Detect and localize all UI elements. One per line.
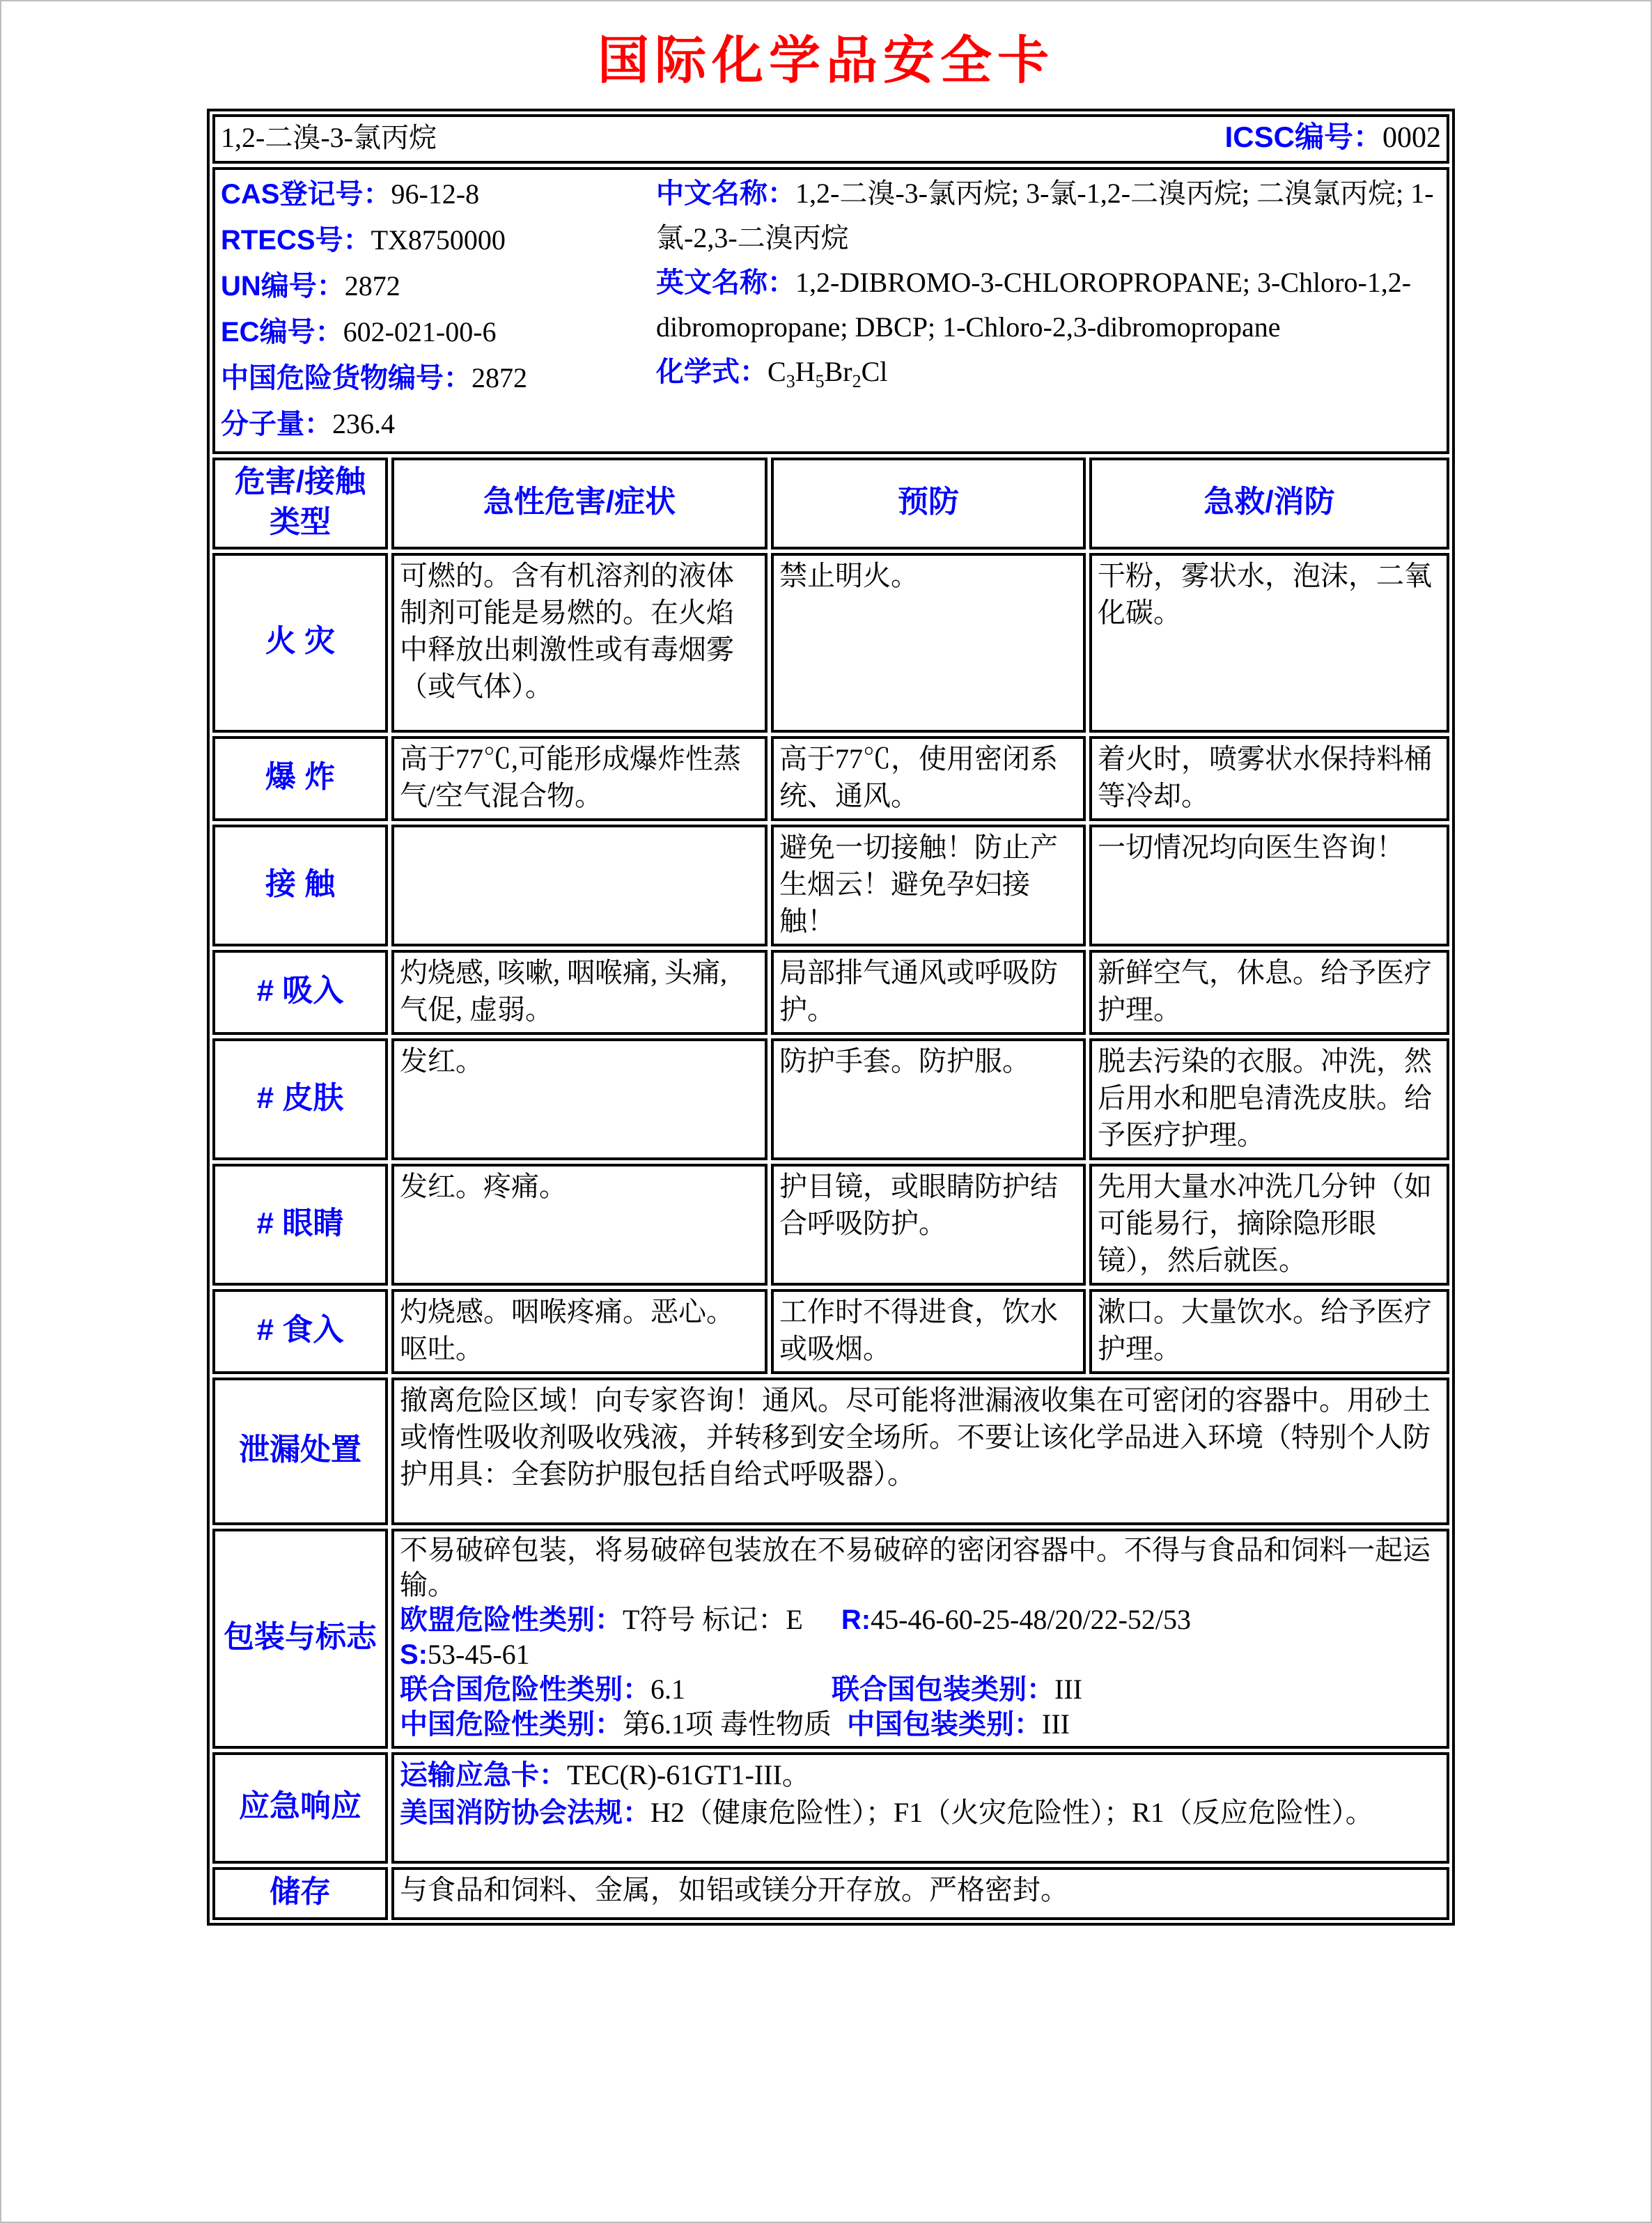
section-storage — [212, 1867, 1449, 1920]
eyes-firstaid: 先用大量水冲洗几分钟（如可能易行，摘除隐形眼镜），然后就医。 — [1089, 1164, 1449, 1286]
un-pack-label: 联合国包装类别： — [832, 1674, 1054, 1705]
emergency-content — [391, 1752, 1449, 1864]
cas-label: CAS登记号： — [221, 179, 391, 210]
ec-value: 602-021-00-6 — [343, 316, 497, 348]
name-row — [212, 114, 1449, 164]
icsc-badge — [1225, 118, 1441, 157]
packaging-un-line — [400, 1672, 1441, 1707]
cas-value: 96-12-8 — [391, 178, 480, 210]
identifier-china-dg — [221, 355, 656, 401]
emergency-tec-line — [400, 1756, 1441, 1794]
un-label: UN编号： — [221, 271, 345, 302]
icsc-label: ICSC编号： — [1224, 120, 1382, 153]
un-class-label: 联合国危险性类别： — [400, 1674, 650, 1705]
un-value: 2872 — [344, 270, 400, 302]
cn-class-label: 中国危险性类别： — [400, 1709, 623, 1740]
header-symptoms: 急性危害/症状 — [391, 458, 767, 549]
identity-cell — [212, 167, 1449, 454]
molweight-label: 分子量： — [221, 409, 332, 439]
ingestion-prevention: 工作时不得进食，饮水或吸烟。 — [771, 1289, 1086, 1374]
identifier-molweight — [221, 401, 656, 447]
identity-row — [212, 167, 1449, 454]
chinese-names — [656, 171, 1441, 260]
packaging-transport-note-text: 不易破碎包装，将易破碎包装放在不易破碎的密闭容器中。不得与食品和饲料一起运输。 — [400, 1534, 1431, 1600]
emergency-label: 应急响应 — [212, 1752, 388, 1864]
storage-label: 储存 — [212, 1867, 388, 1920]
eyes-prevention: 护目镜，或眼睛防护结合呼吸防护。 — [771, 1164, 1086, 1286]
explosion-symptoms: 高于77℃,可能形成爆炸性蒸气/空气混合物。 — [391, 736, 767, 821]
packaging-transport-note — [400, 1533, 1441, 1602]
english-names — [656, 260, 1441, 350]
explosion-label: 爆 炸 — [212, 736, 388, 821]
s-phrases-label: S: — [400, 1639, 428, 1670]
spillage-label: 泄漏处置 — [212, 1378, 388, 1525]
contact-symptoms — [391, 825, 767, 946]
tec-value: TEC(R)-61GT1-III。 — [567, 1759, 810, 1791]
explosion-prevention: 高于77℃，使用密闭系统、通风。 — [771, 736, 1086, 821]
rtecs-value: TX8750000 — [371, 224, 506, 256]
packaging-eu-line — [400, 1602, 1441, 1637]
eu-class-value: T符号 标记：E — [623, 1604, 803, 1635]
fire-firstaid: 干粉，雾状水，泡沫，二氧化碳。 — [1089, 553, 1449, 733]
formula-label: 化学式： — [656, 357, 767, 387]
hazard-header-row — [212, 458, 1449, 549]
ingestion-label: # 食入 — [212, 1289, 388, 1374]
rtecs-label: RTECS号： — [221, 225, 371, 256]
ingestion-firstaid: 漱口。大量饮水。给予医疗护理。 — [1089, 1289, 1449, 1374]
names-block — [656, 171, 1441, 447]
inhalation-prevention: 局部排气通风或呼吸防护。 — [771, 950, 1086, 1035]
header-hazard-type-line2: 类型 — [269, 505, 331, 539]
china-dg-label: 中国危险货物编号： — [221, 363, 472, 393]
fire-label: 火 灾 — [212, 553, 388, 733]
ec-label: EC编号： — [221, 317, 343, 348]
identifier-cas — [221, 171, 656, 217]
inhalation-symptoms: 灼烧感, 咳嗽, 咽喉痛, 头痛, 气促, 虚弱。 — [391, 950, 767, 1035]
inhalation-label: # 吸入 — [212, 950, 388, 1035]
header-hazard-type — [212, 458, 388, 549]
un-pack-value: III — [1054, 1674, 1082, 1705]
cn-class-value: 第6.1项 毒性物质 — [623, 1708, 832, 1740]
identifier-ec — [221, 309, 656, 355]
header-hazard-type-line1: 危害/接触 — [234, 465, 366, 499]
emergency-nfpa-line — [400, 1794, 1441, 1832]
hazard-row-explosion — [212, 736, 1449, 821]
safety-card — [207, 109, 1455, 1926]
header-prevention: 预防 — [771, 458, 1086, 549]
english-names-value: 1,2-DIBROMO-3-CHLOROPROPANE; 3-Chloro-1,2-dibromopropane; DBCP; 1-Chloro-2,3-dibromopropane — [656, 267, 1412, 343]
name-cell — [212, 114, 1449, 164]
formula-line — [656, 350, 1441, 394]
contact-label: 接 触 — [212, 825, 388, 946]
china-dg-value: 2872 — [472, 362, 527, 393]
icsc-value: 0002 — [1382, 122, 1441, 154]
packaging-label: 包装与标志 — [212, 1529, 388, 1749]
section-spillage — [212, 1378, 1449, 1525]
identifier-list — [221, 171, 656, 447]
storage-content: 与食品和饲料、金属，如铝或镁分开存放。严格密封。 — [391, 1867, 1449, 1920]
skin-label: # 皮肤 — [212, 1038, 388, 1160]
hazard-row-skin — [212, 1038, 1449, 1160]
identifier-rtecs — [221, 217, 656, 263]
hazard-row-ingestion — [212, 1289, 1449, 1374]
fire-prevention: 禁止明火。 — [771, 553, 1086, 733]
eyes-label: # 眼睛 — [212, 1164, 388, 1286]
chinese-names-value: 1,2-二溴-3-氯丙烷; 3-氯-1,2-二溴丙烷; 二溴氯丙烷; 1-氯-2,3-二溴丙烷 — [656, 178, 1434, 254]
eyes-symptoms: 发红。疼痛。 — [391, 1164, 767, 1286]
section-emergency — [212, 1752, 1449, 1864]
cn-pack-label: 中国包装类别： — [847, 1709, 1042, 1740]
chemical-name: 1,2-二溴-3-氯丙烷 — [221, 122, 437, 153]
r-phrases-value: 45-46-60-25-48/20/22-52/53 — [871, 1604, 1192, 1635]
identifier-un — [221, 263, 656, 309]
packaging-content — [391, 1529, 1449, 1749]
hazard-row-fire — [212, 553, 1449, 733]
un-class-value: 6.1 — [650, 1674, 685, 1705]
contact-prevention: 避免一切接触！防止产生烟云！避免孕妇接触！ — [771, 825, 1086, 946]
inhalation-firstaid: 新鲜空气，休息。给予医疗护理。 — [1089, 950, 1449, 1035]
chinese-names-label: 中文名称： — [656, 178, 795, 209]
hazard-row-contact — [212, 825, 1449, 946]
header-firstaid: 急救/消防 — [1089, 458, 1449, 549]
packaging-cn-line — [400, 1707, 1441, 1742]
english-names-label: 英文名称： — [656, 267, 795, 298]
explosion-firstaid: 着火时，喷雾状水保持料桶等冷却。 — [1089, 736, 1449, 821]
nfpa-value: H2（健康危险性）；F1（火灾危险性）；R1（反应危险性）。 — [650, 1797, 1373, 1828]
molweight-value: 236.4 — [332, 408, 395, 439]
tec-label: 运输应急卡： — [400, 1760, 567, 1791]
page-title: 国际化学品安全卡 — [598, 31, 1054, 89]
cn-pack-value: III — [1042, 1708, 1070, 1740]
hazard-row-inhalation — [212, 950, 1449, 1035]
packaging-s-line — [400, 1637, 1441, 1672]
skin-firstaid: 脱去污染的衣服。冲洗，然后用水和肥皂清洗皮肤。给予医疗护理。 — [1089, 1038, 1449, 1160]
r-phrases-label: R: — [841, 1605, 871, 1635]
s-phrases-value: 53-45-61 — [428, 1639, 530, 1670]
eu-class-label: 欧盟危险性类别： — [400, 1605, 623, 1635]
nfpa-label: 美国消防协会法规： — [400, 1797, 650, 1828]
skin-prevention: 防护手套。防护服。 — [771, 1038, 1086, 1160]
spillage-content: 撤离危险区域！向专家咨询！通风。尽可能将泄漏液收集在可密闭的容器中。用砂土或惰性吸收剂吸收残液，并转移到安全场所。不要让该化学品进入环境（特别个人防护用具：全套防护服包括自给式呼吸器）。 — [391, 1378, 1449, 1525]
hazard-row-eyes — [212, 1164, 1449, 1286]
chemical-formula: $C_3H_5Br_2Cl$ — [767, 356, 888, 391]
section-packaging — [212, 1529, 1449, 1749]
skin-symptoms: 发红。 — [391, 1038, 767, 1160]
ingestion-symptoms: 灼烧感。咽喉疼痛。恶心。呕吐。 — [391, 1289, 767, 1374]
fire-symptoms: 可燃的。含有机溶剂的液体制剂可能是易燃的。在火焰中释放出刺激性或有毒烟雾（或气体）。 — [391, 553, 767, 733]
contact-firstaid: 一切情况均向医生咨询！ — [1089, 825, 1449, 946]
